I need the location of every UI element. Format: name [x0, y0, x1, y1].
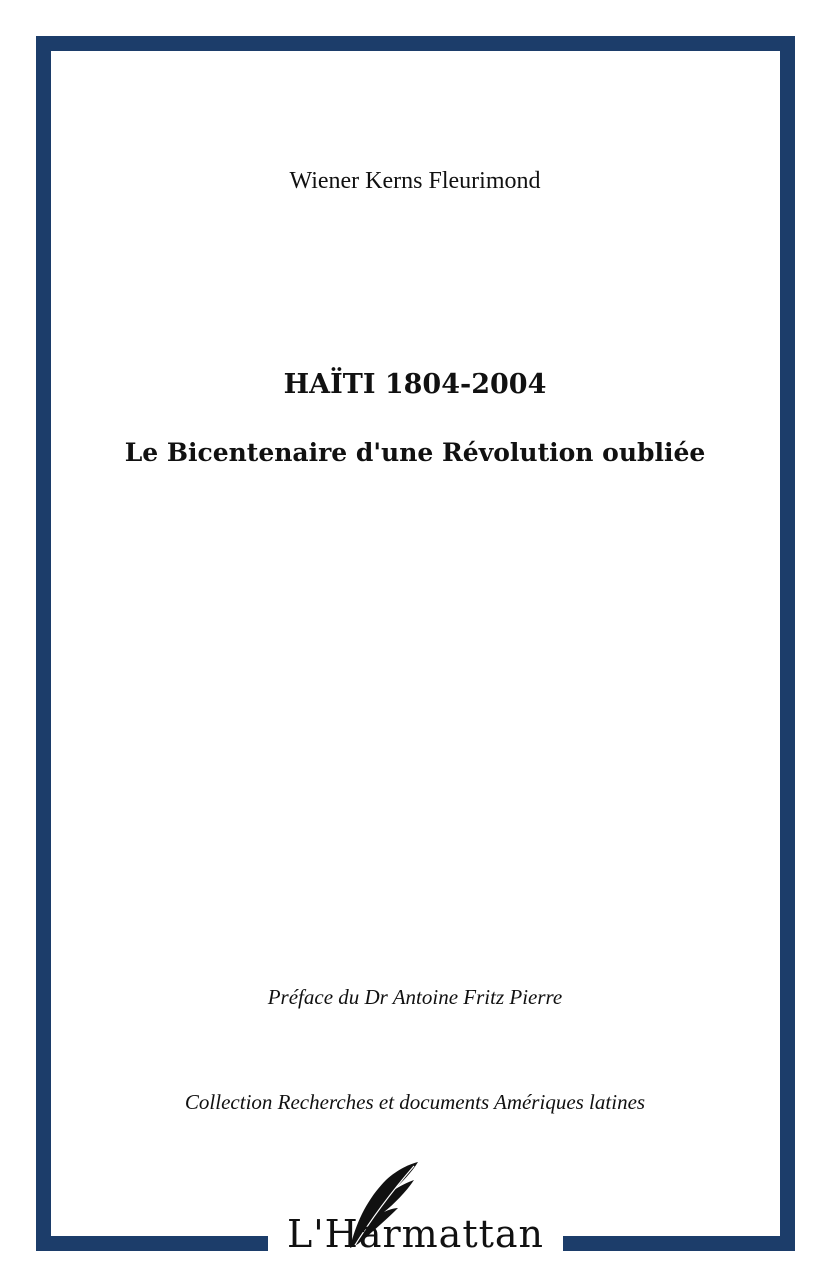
- cover-frame-top: [36, 36, 795, 51]
- cover-frame-bottom-right: [563, 1236, 795, 1251]
- collection-name: Collection Recherches et documents Amériques latines: [184, 1090, 646, 1114]
- book-subtitle: Le Bicentenaire d'une Révolution oubliée: [124, 438, 706, 467]
- publisher-logo: [268, 1160, 563, 1260]
- publisher-name: L'Harmattan: [287, 1212, 544, 1256]
- book-title: HAÏTI 1804-2004: [283, 369, 547, 400]
- cover-frame-right: [780, 36, 795, 1251]
- preface-credit: Préface du Dr Antoine Fritz Pierre: [267, 985, 563, 1009]
- cover-frame-left: [36, 36, 51, 1251]
- author-name: Wiener Kerns Fleurimond: [289, 168, 541, 194]
- cover-frame-bottom-left: [36, 1236, 268, 1251]
